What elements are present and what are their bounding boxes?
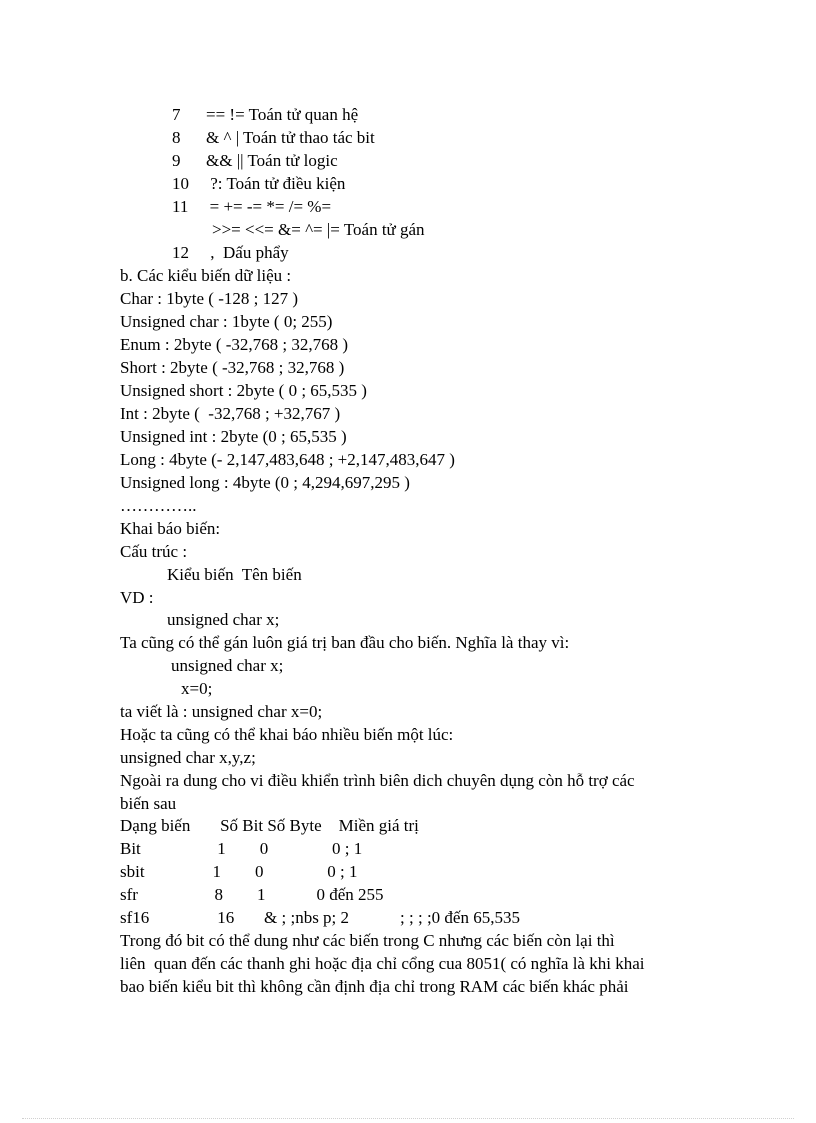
multi-declare-text: Hoặc ta cũng có thể khai báo nhiều biến một lúc: [120, 725, 454, 744]
extra-types-paragraph-cont: biến sau [120, 794, 177, 813]
type-unsigned-long: Unsigned long : 4byte (0 ; 4,294,697,295 ) [120, 473, 410, 492]
operator-line-7: 7 == != Toán tử quan hệ [172, 105, 359, 124]
operator-line-10: 10 ?: Toán tử điều kiện [172, 174, 346, 193]
closing-paragraph-3: bao biến kiểu bit thì không cần định địa chỉ trong RAM các biến khác phải [120, 977, 629, 996]
example-code: unsigned char x; [167, 610, 280, 629]
extra-types-paragraph: Ngoài ra dung cho vi điều khiển trình biên dich chuyên dụng còn hỗ trợ các [120, 771, 635, 790]
operator-line-9: 9 && || Toán tử logic [172, 151, 338, 170]
table-row-sfr: sfr 8 1 0 đến 255 [120, 885, 384, 904]
init-code-1: unsigned char x; [171, 656, 284, 675]
operator-line-12: 12 , Dấu phẩy [172, 243, 289, 262]
type-enum: Enum : 2byte ( -32,768 ; 32,768 ) [120, 335, 349, 354]
example-label: VD : [120, 588, 154, 607]
init-code-2: x=0; [181, 679, 213, 698]
table-header: Dạng biến Số Bit Số Byte Miền giá trị [120, 816, 419, 835]
init-paragraph: Ta cũng có thể gán luôn giá trị ban đầu cho biến. Nghĩa là thay vì: [120, 633, 570, 652]
type-char: Char : 1byte ( -128 ; 127 ) [120, 289, 298, 308]
section-heading: b. Các kiểu biến dữ liệu : [120, 266, 292, 285]
operator-line-11-cont: >>= <<= &= ^= |= Toán tử gán [212, 220, 425, 239]
multi-declare-code: unsigned char x,y,z; [120, 748, 256, 767]
init-combined: ta viết là : unsigned char x=0; [120, 702, 323, 721]
structure-syntax: Kiểu biến Tên biến [167, 565, 302, 584]
operator-line-8: 8 & ^ | Toán tử thao tác bit [172, 128, 375, 147]
closing-paragraph-1: Trong đó bit có thể dung như các biến trong C nhưng các biến còn lại thì [120, 931, 615, 950]
type-short: Short : 2byte ( -32,768 ; 32,768 ) [120, 358, 345, 377]
type-long: Long : 4byte (- 2,147,483,648 ; +2,147,483,647 ) [120, 450, 455, 469]
operator-line-11: 11 = += -= *= /= %= [172, 197, 332, 216]
page-bottom-rule [22, 1118, 794, 1119]
table-row-sbit: sbit 1 0 0 ; 1 [120, 862, 358, 881]
table-row-sf16: sf16 16 & ; ;nbs p; 2 ; ; ; ;0 đến 65,535 [120, 908, 520, 927]
type-unsigned-char: Unsigned char : 1byte ( 0; 255) [120, 312, 333, 331]
type-int: Int : 2byte ( -32,768 ; +32,767 ) [120, 404, 341, 423]
closing-paragraph-2: liên quan đến các thanh ghi hoặc địa chỉ cổng cua 8051( có nghĩa là khi khai [120, 954, 645, 973]
type-unsigned-int: Unsigned int : 2byte (0 ; 65,535 ) [120, 427, 347, 446]
declare-heading: Khai báo biến: [120, 519, 221, 538]
type-unsigned-short: Unsigned short : 2byte ( 0 ; 65,535 ) [120, 381, 367, 400]
ellipsis-line: ………….. [120, 496, 197, 515]
structure-label: Cấu trúc : [120, 542, 188, 561]
table-row-bit: Bit 1 0 0 ; 1 [120, 839, 363, 858]
